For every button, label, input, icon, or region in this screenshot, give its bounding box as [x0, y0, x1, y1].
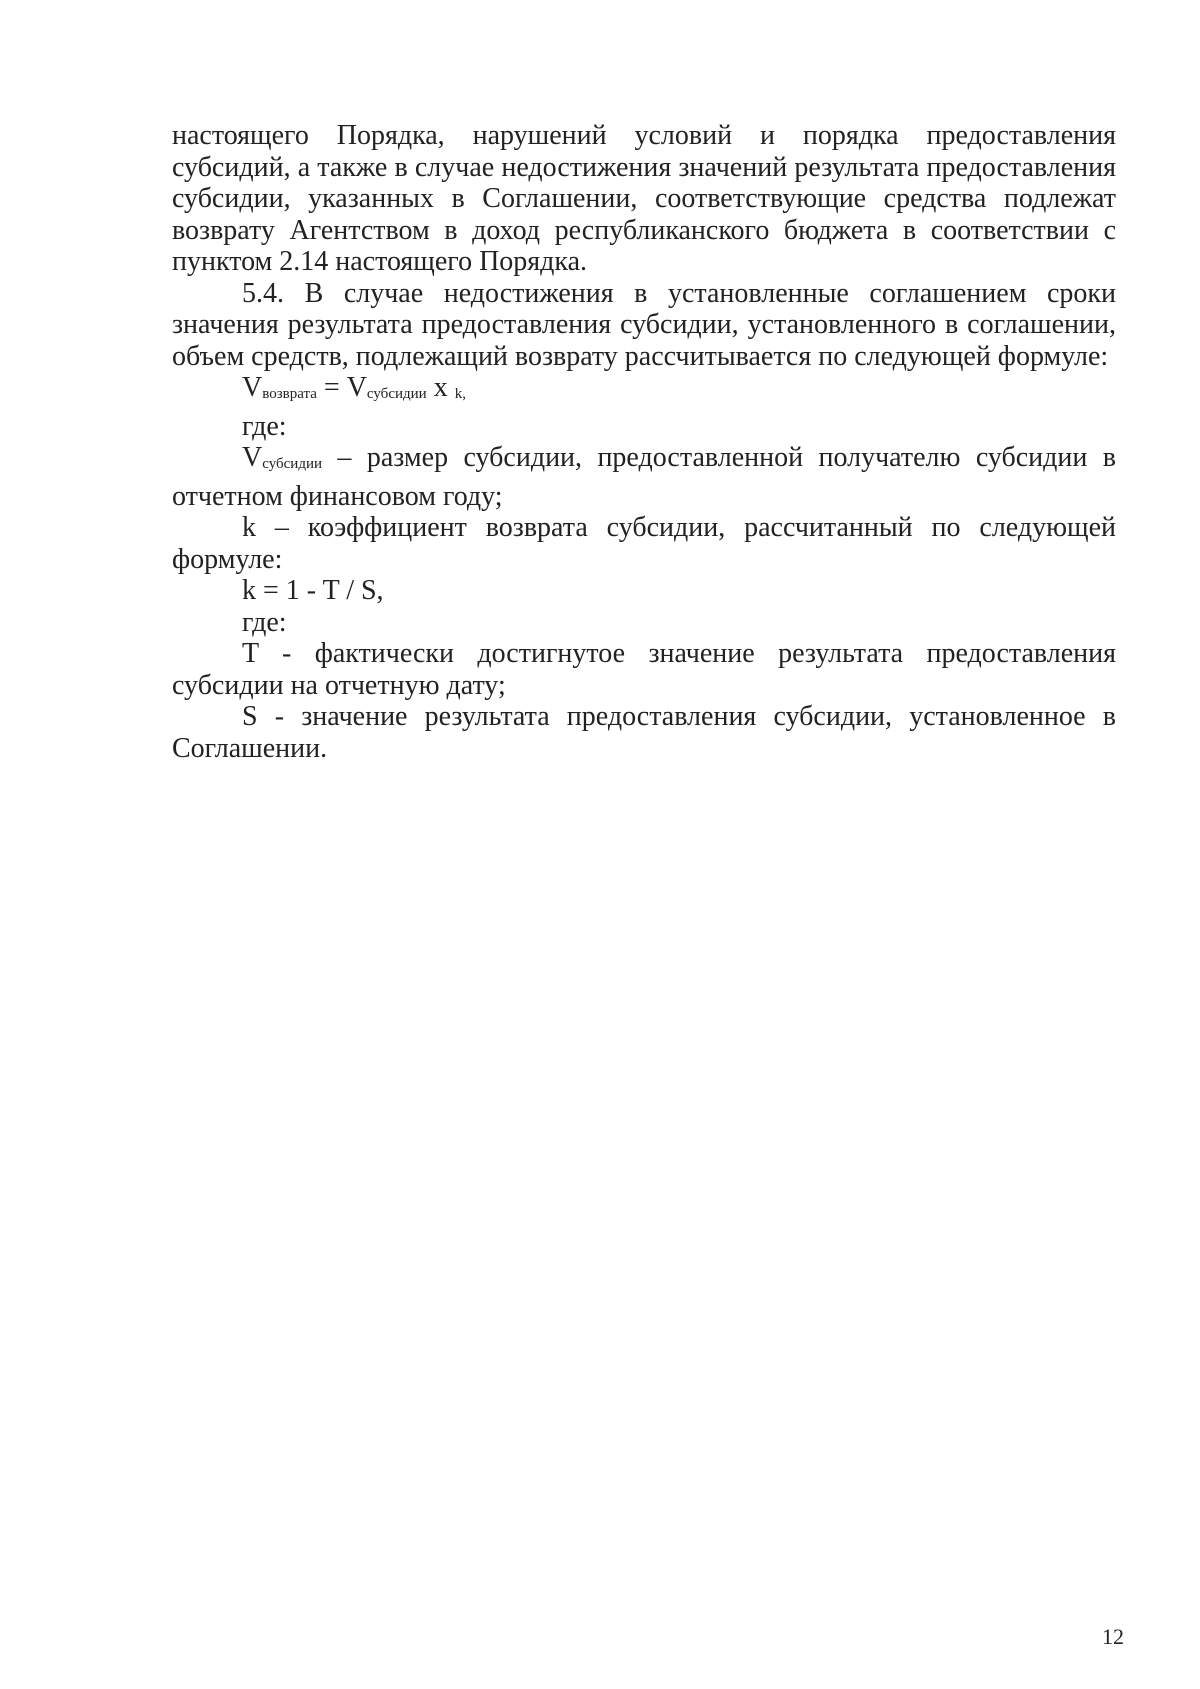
v-symbol-2: V [346, 372, 367, 403]
paragraph-5-4: 5.4. В случае недостижения в установленные соглашением сроки значения результата предоставления субсидии, установленного в соглашении, объем средств, подлежащий возврату рассчитывается по следующей формуле: [172, 277, 1116, 372]
formula-return-volume [172, 372, 1116, 411]
paragraph-t-definition: T - фактически достигнутое значение результата предоставления субсидии на отчетную дату; [172, 638, 1116, 701]
subscript-subsidy: субсидии [366, 386, 427, 402]
v-subsidy-description: – размер субсидии, предоставленной получателю субсидии в отчетном финансовом году; [172, 442, 1117, 512]
where-label-2: где: [242, 606, 287, 638]
formula-k: k = 1 - T / S, [242, 575, 384, 606]
subscript-subsidy-def: субсидии [262, 456, 322, 472]
paragraph-continuation: настоящего Порядка, нарушений условий и порядка предоставления субсидий, а также в случае недостижения значений результата предоставления субсидии, указанных в Соглашении, соответствующие средства подлежат возврату Агентством в доход республиканского бюджета в соответствии с пунктом 2.14 настоящего Порядка. [172, 120, 1116, 277]
v-symbol: V [242, 372, 263, 403]
paragraph-k-definition: k – коэффициент возврата субсидии, рассчитанный по следующей формуле: [172, 512, 1116, 575]
subscript-return: возврата [262, 386, 317, 402]
v-symbol-def: V [242, 442, 263, 473]
paragraph-v-subsidy-definition [172, 442, 1116, 512]
document-body [172, 120, 1116, 764]
k-variable: k, [454, 386, 466, 402]
where-label-1: где: [242, 410, 287, 442]
equals-sign: = [316, 372, 347, 403]
times-sign: x [426, 372, 455, 403]
paragraph-s-definition: S - значение результата предоставления субсидии, установленное в Соглашении. [172, 701, 1116, 764]
page-number: 12 [1102, 1624, 1124, 1649]
